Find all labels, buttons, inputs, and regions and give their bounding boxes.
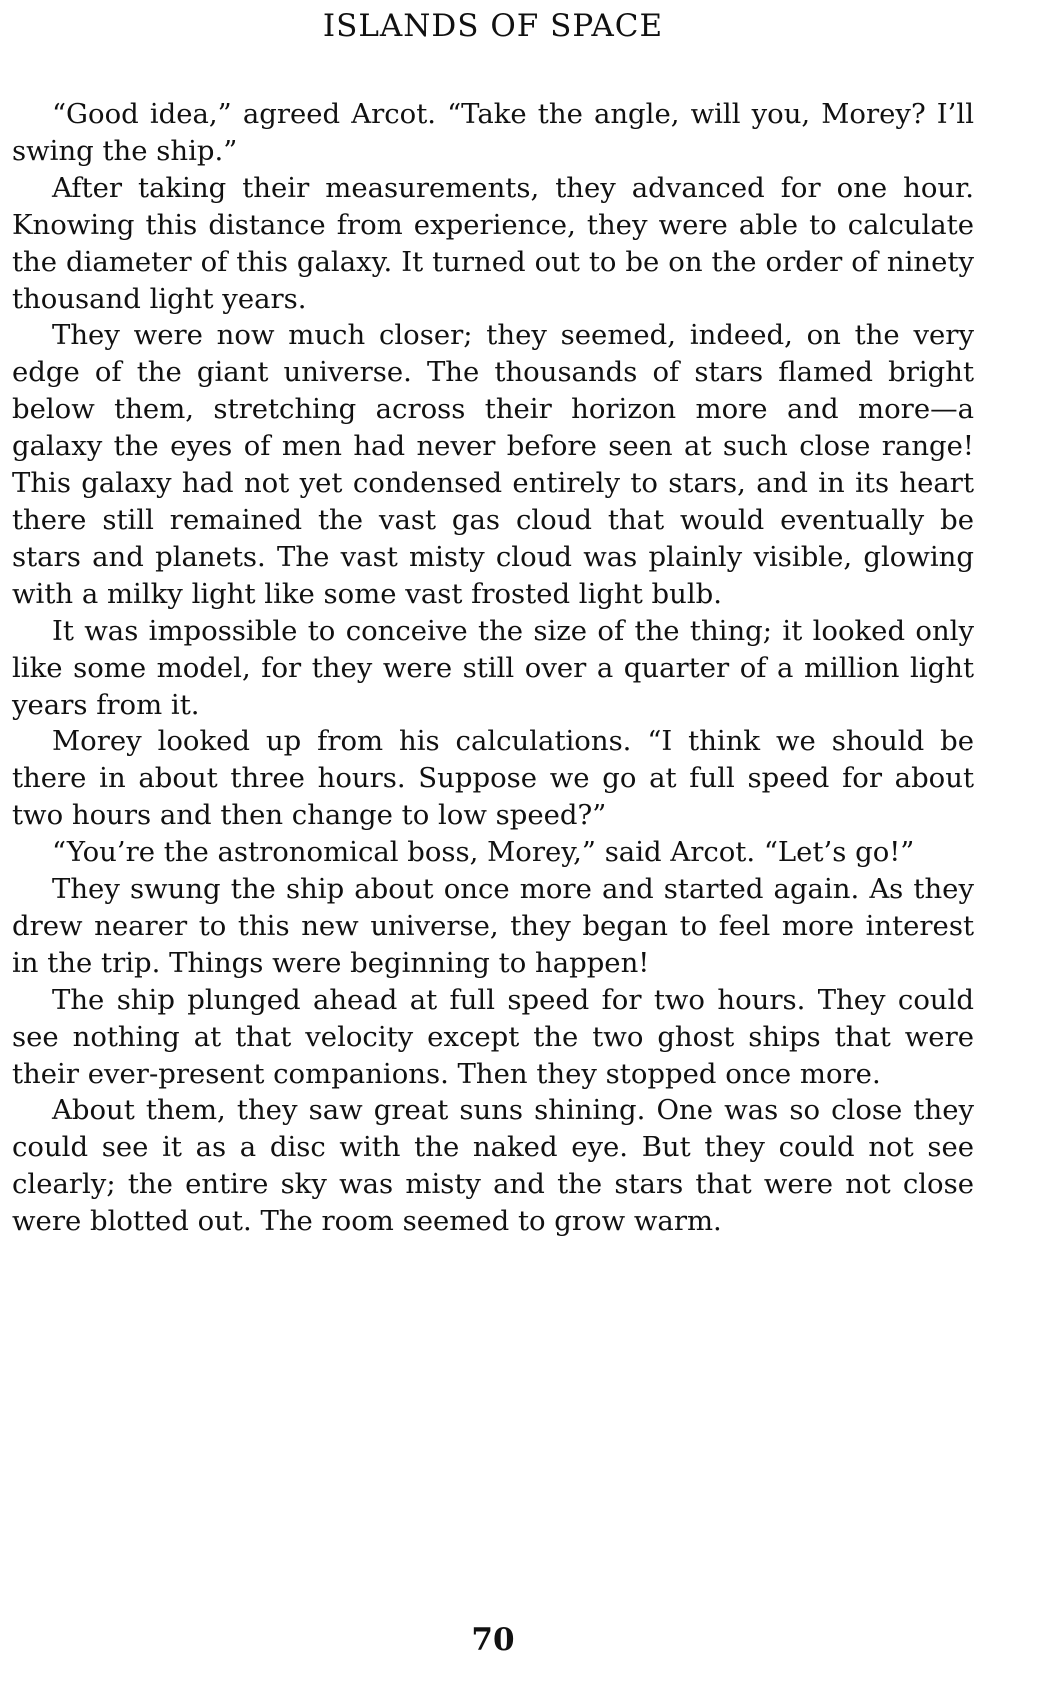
paragraph: They swung the ship about once more and started again. As they drew nearer to this new universe, they began to feel more interest in the trip. Things were beginning to happen!	[12, 873, 974, 979]
paragraph: “Good idea,” agreed Arcot. “Take the angle, will you, Morey? I’ll swing the ship.”	[12, 98, 974, 167]
paragraph: Morey looked up from his calculations. “I think we should be there in about three hours. Suppose we go at full speed for about two hours and then change to low speed?”	[12, 725, 974, 832]
body-text	[12, 96, 974, 1240]
book-page	[12, 0, 974, 1695]
paragraph: “You’re the astronomical boss, Morey,” said Arcot. “Let’s go!”	[52, 836, 915, 869]
paragraph: They were now much closer; they seemed, indeed, on the very edge of the giant universe. The thousands of stars flamed bright below them, stretching across their horizon more and more—a galaxy the eyes of men had never before seen at such close range! This galaxy had not yet condensed entirely to stars, and in its heart there still remained the vast gas cloud that would eventually be stars and planets. The vast misty cloud was plainly visible, glowing with a milky light like some vast frosted light bulb.	[12, 319, 974, 610]
paragraph: About them, they saw great suns shining. One was so close they could see it as a disc with the naked eye. But they could not see clearly; the entire sky was misty and the stars that were not close were blotted out. The room seemed to grow warm.	[12, 1094, 974, 1238]
running-head: ISLANDS OF SPACE	[322, 8, 664, 44]
paragraph: It was impossible to conceive the size of the thing; it looked only like some model, for they were still over a quarter of a million light years from it.	[12, 614, 974, 721]
paragraph: The ship plunged ahead at full speed for two hours. They could see nothing at that velocity except the two ghost ships that were their ever-present companions. Then they stopped once more.	[12, 983, 974, 1090]
page-number: 70	[471, 1622, 515, 1658]
paragraph: After taking their measurements, they advanced for one hour. Knowing this distance from experience, they were able to calculate the diameter of this galaxy. It turned out to be on the order of ninety thousand light years.	[12, 171, 974, 315]
